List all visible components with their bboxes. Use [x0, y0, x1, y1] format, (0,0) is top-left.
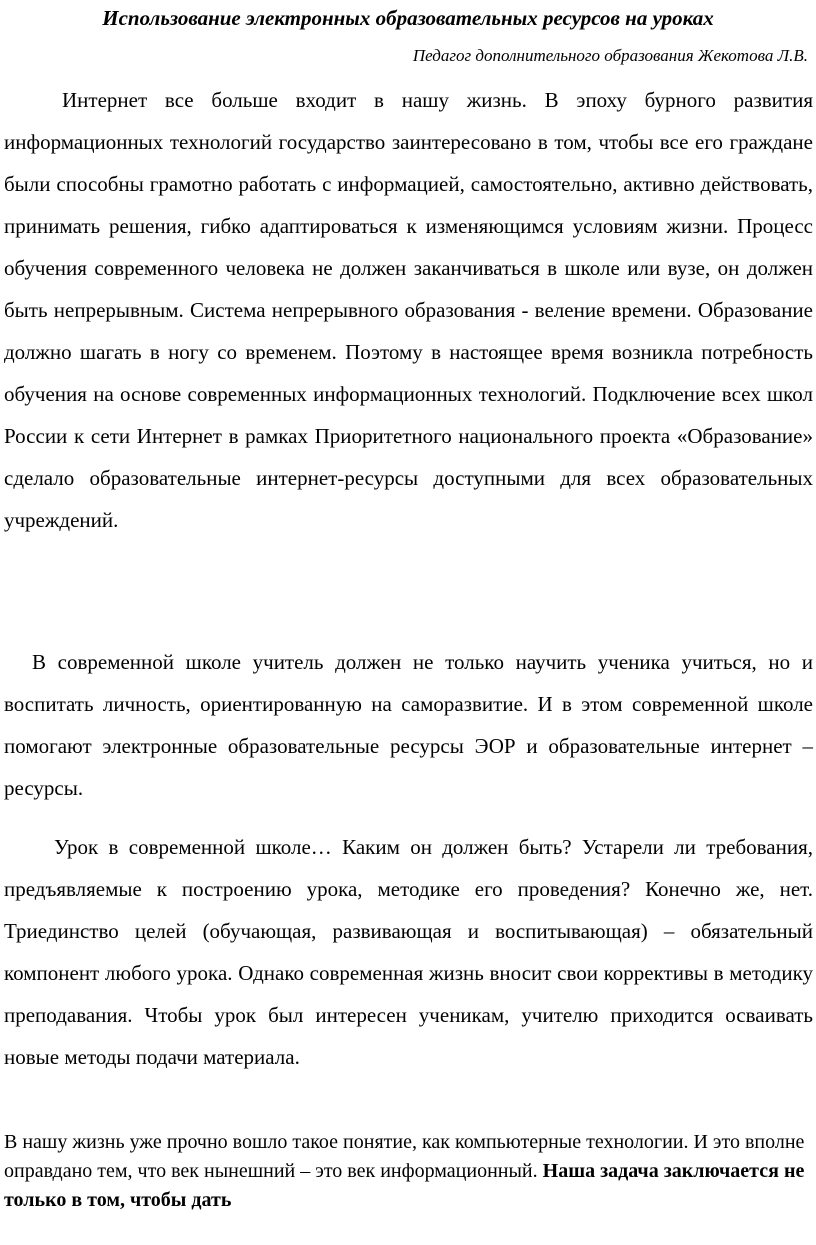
paragraph-computer-technologies	[4, 1128, 813, 1215]
paragraph-modern-school: В современной школе учитель должен не только научить ученика учиться, но и воспитать личность, ориентированную на саморазвитие. И в этом современной школе помогают электронные образовательные ресурсы ЭОР и образовательные интернет – ресурсы.	[4, 650, 813, 800]
document-title: Использование электронных образовательных ресурсов на уроках	[102, 6, 714, 30]
paragraph-text: В нашу жизнь уже прочно вошло такое понятие, как компьютерные технологии. И это вполне оправдано тем, что век нынешний – это век информационный.	[4, 1131, 805, 1182]
paragraph-internet: Интернет все больше входит в нашу жизнь. В эпоху бурного развития информационных технологий государство заинтересовано в том, чтобы все его граждане были способны грамотно работать с информацией, самостоятельно, активно действовать, принимать решения, гибко адаптироваться к изменяющимся условиям жизни. Процесс обучения современного человека не должен заканчиваться в школе или вузе, он должен быть непрерывным. Система непрерывного образования - веление времени. Образование должно шагать в ногу со временем. Поэтому в настоящее время возникла потребность обучения на основе современных информационных технологий. Подключение всех школ России к сети Интернет в рамках Приоритетного национального проекта «Образование» сделало образовательные интернет-ресурсы доступными для всех образовательных учреждений.	[4, 88, 813, 532]
paragraph-lesson: Урок в современной школе… Каким он должен быть? Устарели ли требования, предъявляемые к построению урока, методике его проведения? Конечно же, нет. Триединство целей (обучающая, развивающая и воспитывающая) – обязательный компонент любого урока. Однако современная жизнь вносит свои коррективы в методику преподавания. Чтобы урок был интересен ученикам, учителю приходится осваивать новые методы подачи материала.	[4, 835, 813, 1069]
paragraph-bold-text: Наша задача заключается не только в том, чтобы дать	[4, 1160, 805, 1211]
author-line: Педагог дополнительного образования Жекотова Л.В.	[412, 46, 808, 65]
